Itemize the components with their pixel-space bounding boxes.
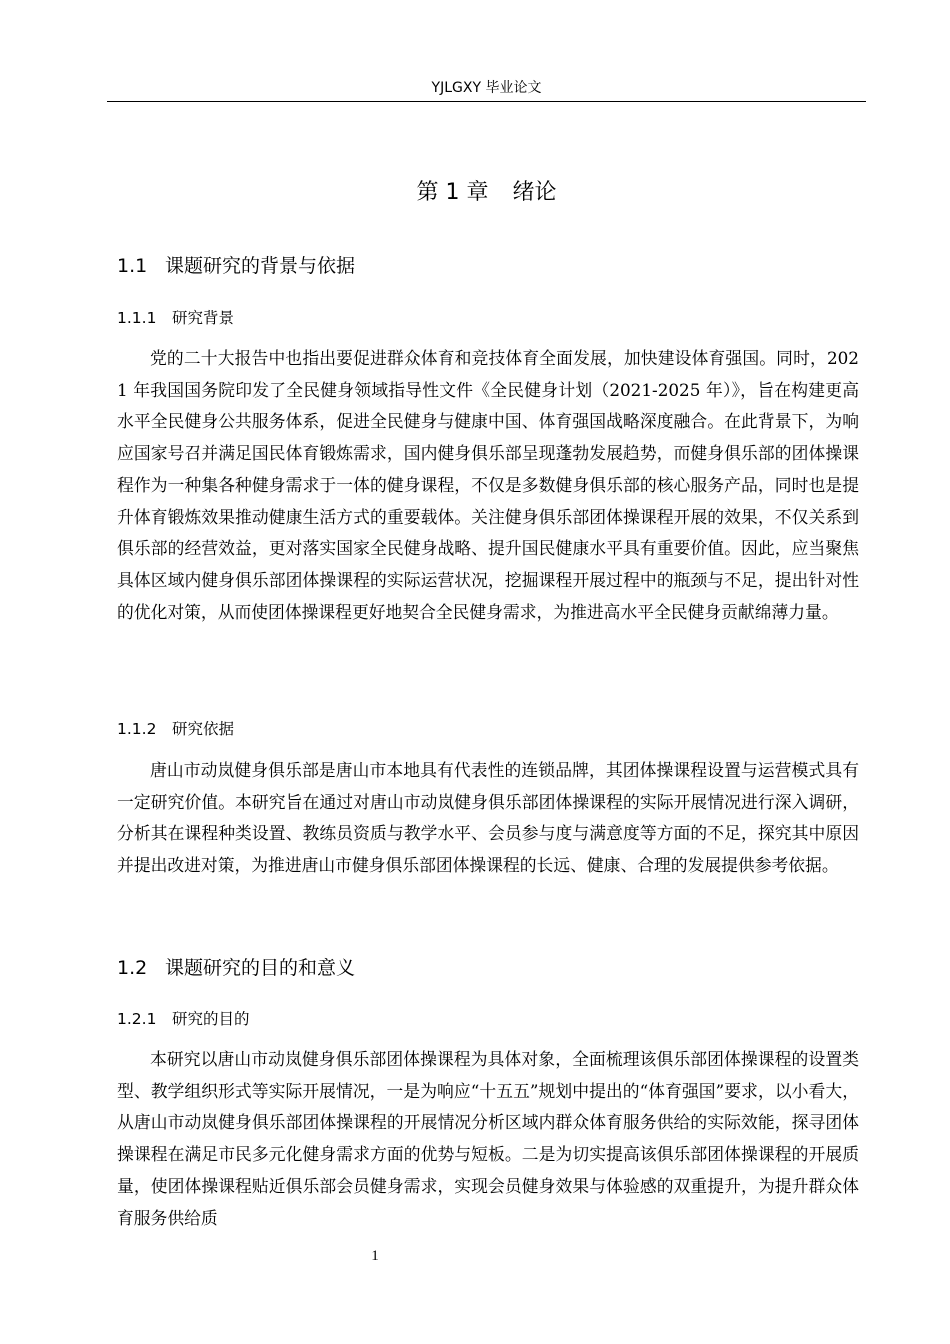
section-number: 1.1	[117, 255, 148, 277]
subsection-number: 1.2.1	[117, 1010, 157, 1028]
chapter-title	[107, 176, 866, 210]
section-heading-1-1	[117, 252, 355, 280]
chapter-number: 第 1 章	[416, 180, 489, 205]
paragraph-research-background: 党的二十大报告中也指出要促进群众体育和竞技体育全面发展，加快建设体育强国。同时，2021 年我国国务院印发了全民健身领域指导性文件《全民健身计划（2021-2025 年）》，旨在构建更高水平全民健身公共服务体系，促进全民健身与健康中国、体育强国战略深度融合。在此背景下，为响应国家号召并满足国民体育锻炼需求，国内健身俱乐部呈现蓬勃发展趋势，而健身俱乐部的团体操课程作为一种集各种健身需求于一体的健身课程，不仅是多数健身俱乐部的核心服务产品，同时也是提升体育锻炼效果推动健康生活方式的重要载体。关注健身俱乐部团体操课程开展的效果，不仅关系到俱乐部的经营效益，更对落实国家全民健身战略、提升国民健康水平具有重要价值。因此，应当聚焦具体区域内健身俱乐部团体操课程的实际运营状况，挖掘课程开展过程中的瓶颈与不足，提出针对性的优化对策，从而使团体操课程更好地契合全民健身需求，为推进高水平全民健身贡献绵薄力量。	[117, 348, 859, 622]
running-header: YJLGXY 毕业论文	[431, 80, 542, 96]
paragraph-research-purpose: 本研究以唐山市动岚健身俱乐部团体操课程为具体对象，全面梳理该俱乐部团体操课程的设置类型、教学组织形式等实际开展情况，一是为响应“十五五”规划中提出的“体育强国”要求，以小看大，从唐山市动岚健身俱乐部团体操课程的开展情况分析区域内群众体育服务供给的实际效能，探寻团体操课程在满足市民多元化健身需求方面的优势与短板。二是为切实提高该俱乐部团体操课程的开展质量，使团体操课程贴近俱乐部会员健身需求，实现会员健身效果与体验感的双重提升，为提升群众体育服务供给质	[117, 1049, 859, 1228]
subsection-heading-1-1-2	[117, 717, 234, 741]
section-heading-1-2	[117, 954, 355, 982]
header-rule	[107, 101, 866, 102]
section-title: 课题研究的背景与依据	[165, 255, 356, 277]
subsection-heading-1-2-1	[117, 1007, 250, 1031]
section-title: 课题研究的目的和意义	[165, 957, 356, 979]
section-number: 1.2	[117, 957, 148, 979]
page-number: 1	[371, 1248, 379, 1264]
subsection-title: 研究依据	[172, 720, 235, 738]
subsection-number: 1.1.2	[117, 720, 157, 738]
subsection-title: 研究的目的	[172, 1010, 250, 1028]
chapter-name: 绪论	[512, 180, 557, 205]
subsection-number: 1.1.1	[117, 309, 157, 327]
subsection-heading-1-1-1	[117, 306, 234, 330]
paragraph-research-basis: 唐山市动岚健身俱乐部是唐山市本地具有代表性的连锁品牌，其团体操课程设置与运营模式具有一定研究价值。本研究旨在通过对唐山市动岚健身俱乐部团体操课程的实际开展情况进行深入调研，分析其在课程种类设置、教练员资质与教学水平、会员参与度与满意度等方面的不足，探究其中原因并提出改进对策，为推进唐山市健身俱乐部团体操课程的长远、健康、合理的发展提供参考依据。	[117, 760, 859, 876]
subsection-title: 研究背景	[172, 309, 235, 327]
